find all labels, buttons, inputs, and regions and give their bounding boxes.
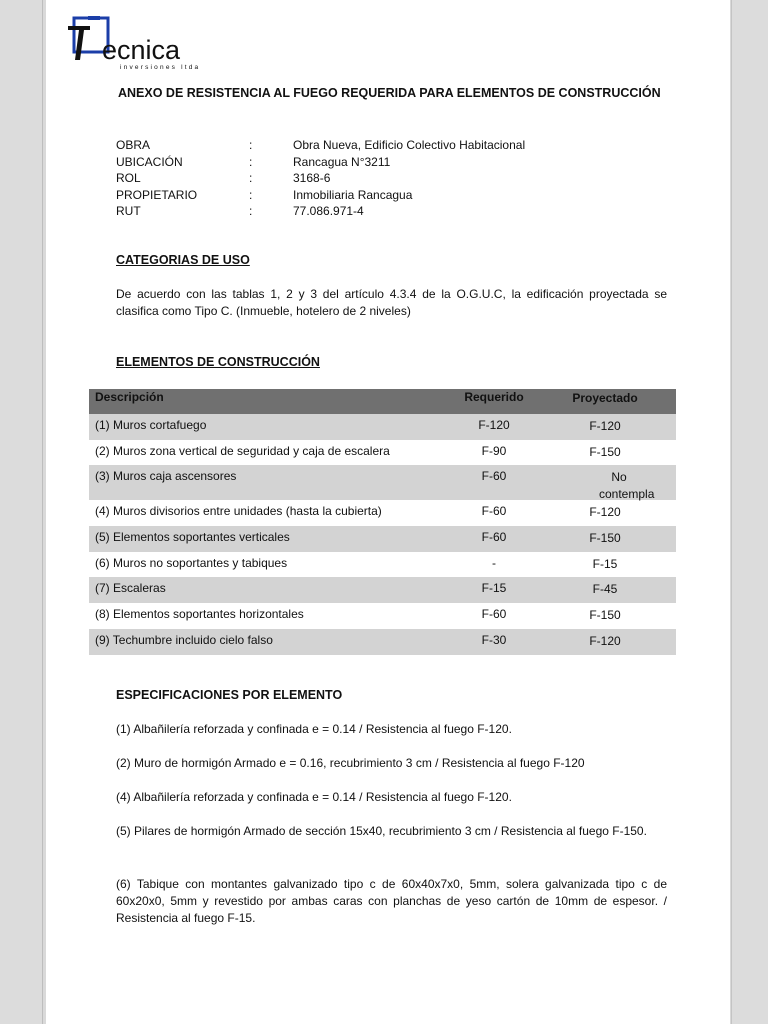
- left-margin: [0, 0, 43, 1024]
- row-requerido: F-90: [481, 443, 507, 458]
- info-value: 77.086.971-4: [293, 203, 364, 218]
- elements-table: [89, 389, 676, 655]
- table-row: [89, 526, 676, 552]
- header-descripcion: Descripción: [95, 390, 164, 404]
- row-requerido: F-30: [481, 632, 507, 647]
- info-colon: :: [249, 187, 253, 202]
- row-proyectado: No contempla: [599, 470, 655, 502]
- info-label: PROPIETARIO: [116, 187, 198, 202]
- spec-item: (5) Pilares de hormigón Armado de sección 15x40, recubrimiento 3 cm / Resistencia al fuego F-150.: [116, 824, 647, 838]
- header-requerido: Requerido: [464, 390, 524, 404]
- row-description: (9) Techumbre incluido cielo falso: [95, 632, 273, 647]
- row-description: (2) Muros zona vertical de seguridad y caja de escalera: [95, 443, 390, 458]
- info-colon: :: [249, 203, 253, 218]
- table-row: [89, 414, 676, 440]
- row-proyectado: F-120: [589, 419, 621, 433]
- tecnica-logo-icon: [64, 14, 204, 72]
- info-label: ROL: [116, 171, 141, 185]
- info-value: Rancagua N°3211: [293, 154, 391, 169]
- elementos-heading: ELEMENTOS DE CONSTRUCCIÓN: [116, 355, 320, 369]
- row-proyectado: F-150: [589, 531, 621, 546]
- table-row: [89, 577, 676, 603]
- info-value: Inmobiliaria Rancagua: [293, 187, 413, 202]
- table-row: [89, 603, 676, 629]
- table-row: [89, 465, 676, 500]
- especificaciones-heading: ESPECIFICACIONES POR ELEMENTO: [116, 688, 343, 702]
- header-proyectado: Proyectado: [572, 391, 638, 405]
- row-description: (6) Muros no soportantes y tabiques: [95, 555, 288, 570]
- info-label: RUT: [116, 203, 141, 218]
- categorias-paragraph: De acuerdo con las tablas 1, 2 y 3 del artículo 4.3.4 de la O.G.U.C, la edificación proyectada se clasifica como Tipo C. (Inmueble, hotelero de 2 niveles): [116, 287, 667, 318]
- info-label: UBICACIÓN: [116, 154, 183, 169]
- row-proyectado: F-150: [589, 444, 621, 459]
- row-requerido: F-15: [481, 581, 507, 596]
- logo-text: ecnica: [102, 35, 181, 65]
- document-title: ANEXO DE RESISTENCIA AL FUEGO REQUERIDA PARA ELEMENTOS DE CONSTRUCCIÓN: [118, 86, 661, 100]
- row-requerido: F-120: [478, 418, 510, 432]
- info-colon: :: [249, 171, 253, 185]
- right-scrollbar-area[interactable]: [731, 0, 768, 1024]
- spec-item: (2) Muro de hormigón Armado e = 0.16, recubrimiento 3 cm / Resistencia al fuego F-120: [116, 756, 585, 770]
- row-description: (3) Muros caja ascensores: [95, 469, 237, 484]
- row-requerido: F-60: [481, 469, 507, 484]
- row-proyectado: F-120: [589, 505, 621, 520]
- row-description: (1) Muros cortafuego: [95, 418, 207, 432]
- table-header: [89, 389, 676, 414]
- row-proyectado: F-120: [589, 633, 621, 648]
- spec-item: (4) Albañilería reforzada y confinada e = 0.14 / Resistencia al fuego F-120.: [116, 790, 512, 804]
- logo-subtext: inversiones ltda: [120, 64, 201, 71]
- row-proyectado: F-45: [592, 582, 618, 597]
- row-requerido: F-60: [481, 607, 507, 622]
- categorias-heading: CATEGORIAS DE USO: [116, 253, 250, 267]
- table-row: [89, 552, 676, 578]
- row-description: (7) Escaleras: [95, 581, 166, 596]
- row-proyectado: F-150: [589, 608, 621, 623]
- row-description: (4) Muros divisorios entre unidades (hasta la cubierta): [95, 504, 382, 519]
- table-row: [89, 500, 676, 526]
- row-description: (5) Elementos soportantes verticales: [95, 530, 290, 545]
- document-page: [46, 0, 730, 1024]
- info-colon: :: [249, 138, 253, 152]
- spec-item: (1) Albañilería reforzada y confinada e = 0.14 / Resistencia al fuego F-120.: [116, 722, 512, 736]
- table-row: [89, 629, 676, 655]
- info-value: 3168-6: [293, 171, 331, 185]
- row-requerido: F-60: [481, 504, 507, 519]
- row-requerido: -: [492, 555, 496, 570]
- spec-item: (6) Tabique con montantes galvanizado tipo c de 60x40x7x0, 5mm, solera galvanizada tipo c de 60x20x0, 5mm y revestido por ambas caras con planchas de yeso cartón de 10mm de espesor. / Resistencia al fuego F-15.: [116, 877, 667, 925]
- company-logo: [64, 14, 204, 72]
- row-requerido: F-60: [481, 530, 507, 545]
- info-colon: :: [249, 154, 253, 169]
- table-row: [89, 440, 676, 466]
- row-description: (8) Elementos soportantes horizontales: [95, 607, 304, 622]
- info-label: OBRA: [116, 138, 151, 152]
- info-value: Obra Nueva, Edificio Colectivo Habitacional: [293, 138, 526, 152]
- row-proyectado: F-15: [592, 556, 618, 571]
